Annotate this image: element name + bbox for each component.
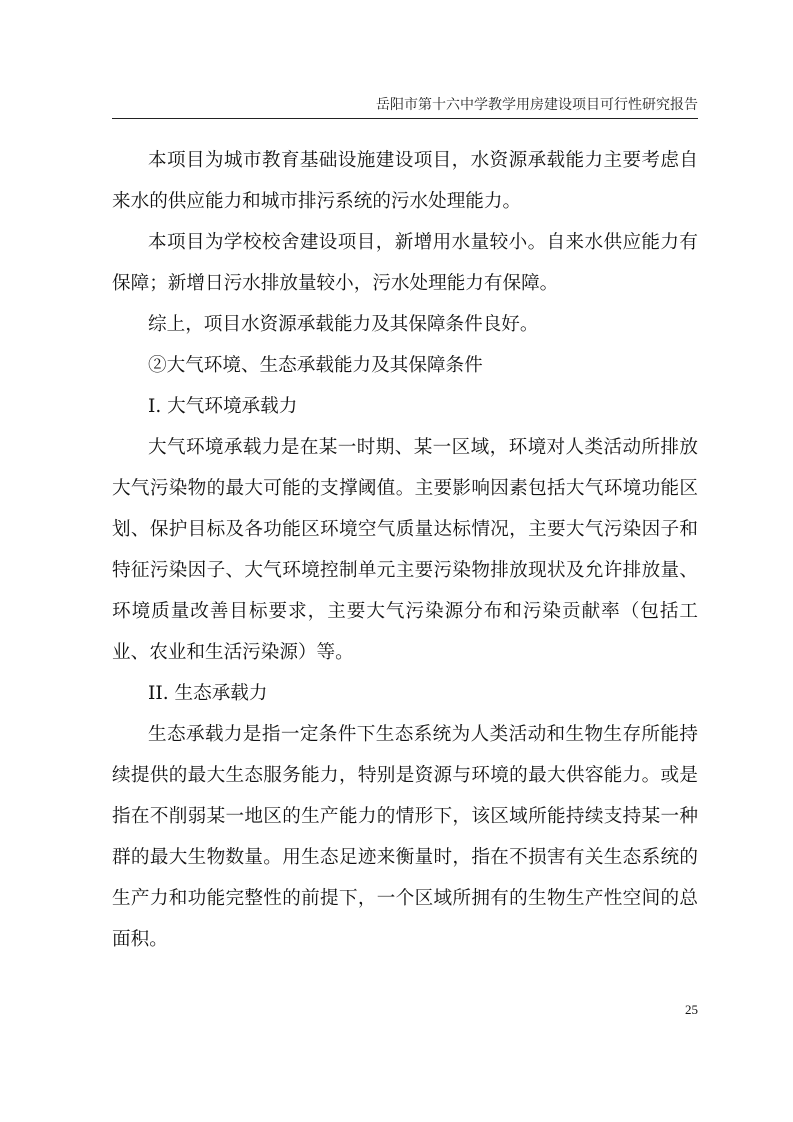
paragraph: [112, 386, 698, 427]
text-line: 面积。: [112, 929, 168, 950]
text-line: 大气污染物的最大可能的支撑阈值。主要影响因素包括大气环境功能区: [112, 478, 698, 499]
paragraph: [112, 345, 698, 386]
paragraph: [112, 673, 698, 714]
text-line: ②大气环境、生态承载能力及其保障条件: [148, 355, 483, 376]
text-line: 环境质量改善目标要求，主要大气污染源分布和污染贡献率（包括工: [112, 601, 698, 622]
document-body: [112, 140, 698, 960]
text-line: 保障；新增日污水排放量较小，污水处理能力有保障。: [112, 273, 559, 294]
paragraph: [112, 714, 698, 960]
text-line: 综上，项目水资源承载能力及其保障条件良好。: [148, 314, 539, 335]
text-line: 业、农业和生活污染源）等。: [112, 642, 354, 663]
text-line: 生产力和功能完整性的前提下，一个区域所拥有的生物生产性空间的总: [112, 888, 698, 909]
text-line: 特征污染因子、大气环境控制单元主要污染物排放现状及允许排放量、: [112, 560, 698, 581]
header-rule: [112, 118, 698, 119]
paragraph: [112, 427, 698, 673]
text-line: 群的最大生物数量。用生态足迹来衡量时，指在不损害有关生态系统的: [112, 847, 698, 868]
text-line: II. 生态承载力: [148, 683, 268, 704]
text-line: 本项目为城市教育基础设施建设项目，水资源承载能力主要考虑自: [148, 150, 698, 171]
text-line: 本项目为学校校舍建设项目，新增用水量较小。自来水供应能力有: [148, 232, 698, 253]
text-line: 生态承载力是指一定条件下生态系统为人类活动和生物生存所能持: [148, 724, 698, 745]
page-number: 25: [685, 1002, 698, 1017]
paragraph: [112, 304, 698, 345]
text-line: 划、保护目标及各功能区环境空气质量达标情况，主要大气污染因子和: [112, 519, 698, 540]
text-line: 指在不削弱某一地区的生产能力的情形下，该区域所能持续支持某一种: [112, 806, 698, 827]
text-line: I. 大气环境承载力: [148, 396, 298, 417]
text-line: 来水的供应能力和城市排污系统的污水处理能力。: [112, 191, 522, 212]
paragraph: [112, 140, 698, 222]
text-line: 续提供的最大生态服务能力，特别是资源与环境的最大供容能力。或是: [112, 765, 698, 786]
paragraph: [112, 222, 698, 304]
text-line: 大气环境承载力是在某一时期、某一区域，环境对人类活动所排放: [148, 437, 698, 458]
running-header: 岳阳市第十六中学教学用房建设项目可行性研究报告: [376, 97, 698, 113]
